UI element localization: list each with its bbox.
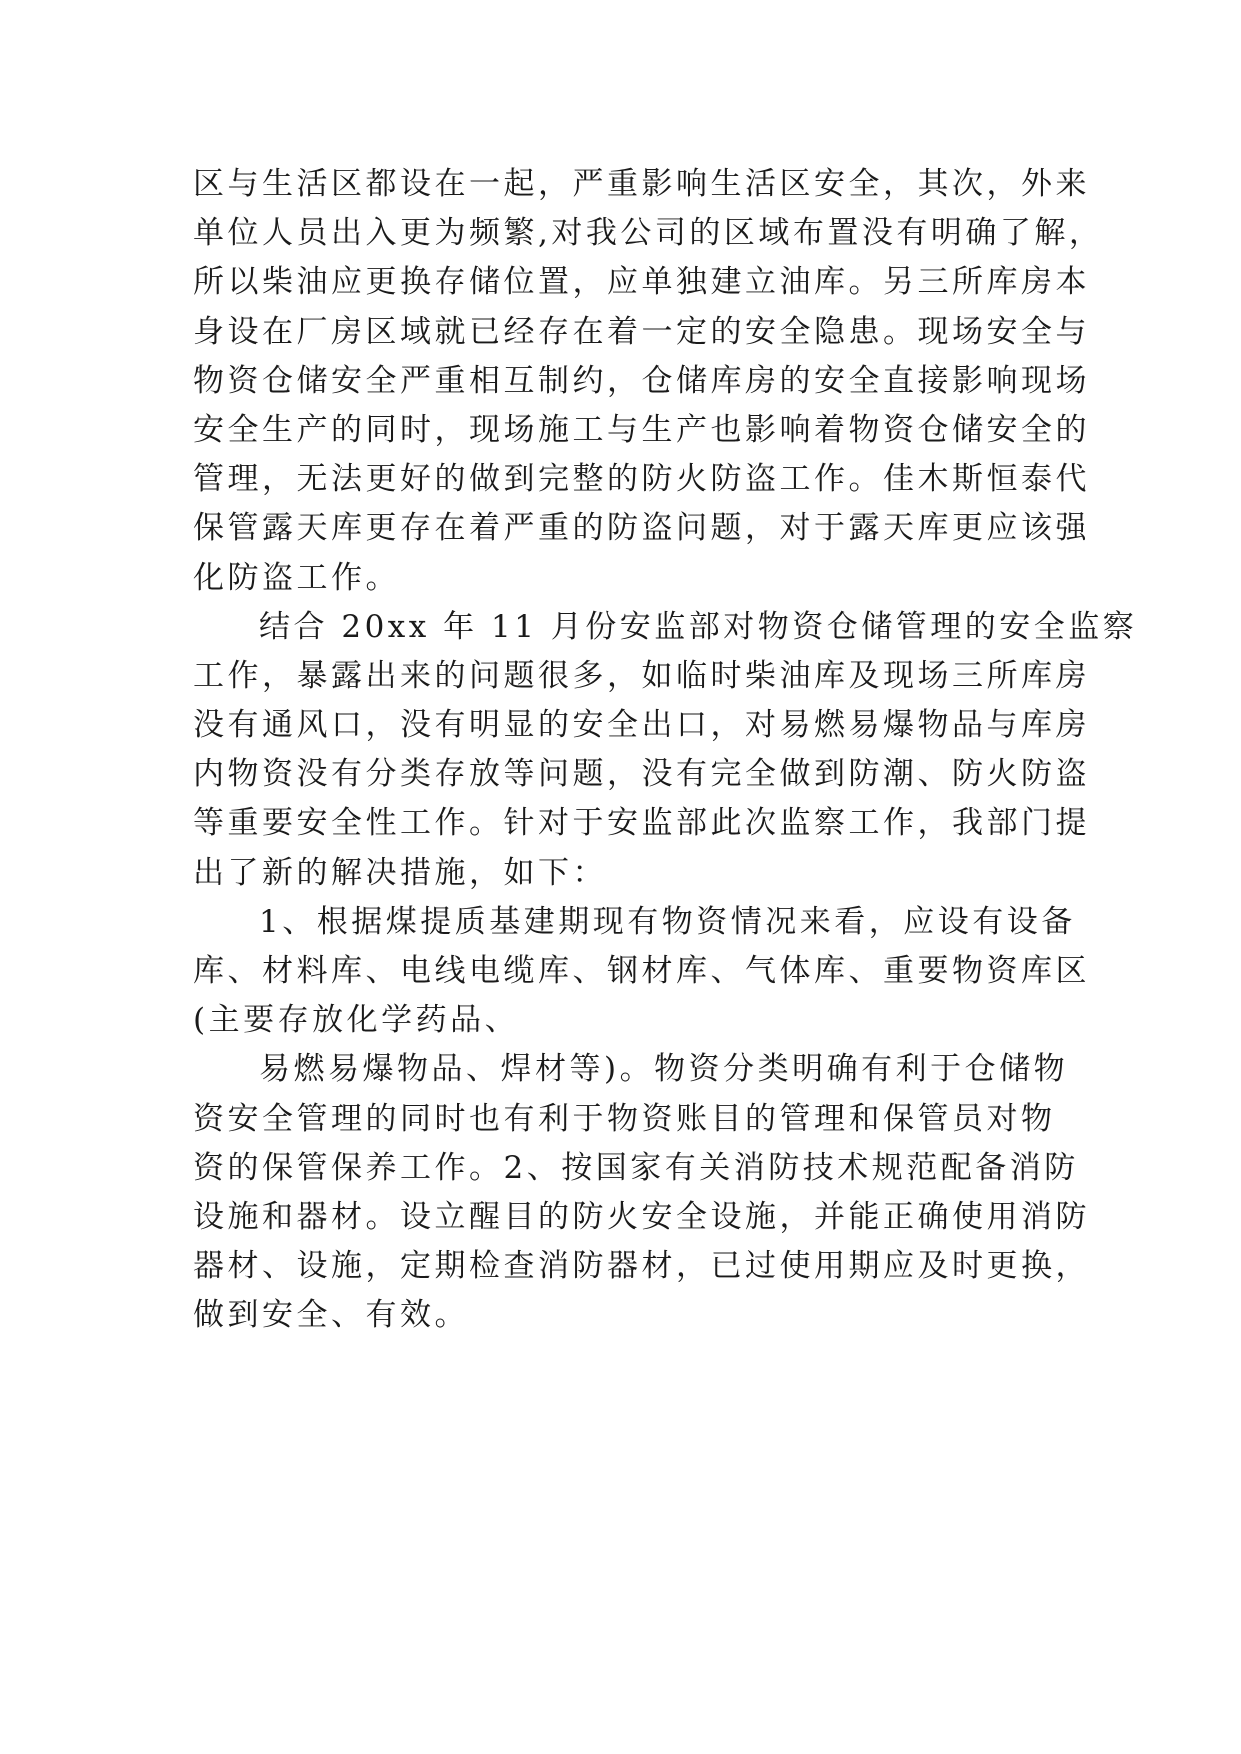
paragraph-first-line: 1、根据煤提质基建期现有物资情况来看，应设有设备 [259,903,1076,940]
text-line: 安全生产的同时，现场施工与生产也影响着物资仓储安全的 [193,411,1090,448]
text-line: 所以柴油应更换存储位置，应单独建立油库。另三所库房本 [193,264,1090,301]
text-line: 资的保管保养工作。2、按国家有关消防技术规范配备消防 [193,1149,1079,1186]
text-line: 身设在厂房区域就已经存在着一定的安全隐患。现场安全与 [193,313,1090,350]
text-line: 没有通风口，没有明显的安全出口，对易燃易爆物品与库房 [193,707,1090,744]
text-line: 管理，无法更好的做到完整的防火防盗工作。佳木斯恒泰代 [193,461,1090,498]
text-line: (主要存放化学药品、 [193,1002,520,1039]
text-line: 区与生活区都设在一起，严重影响生活区安全，其次，外来 [193,166,1090,202]
text-line: 单位人员出入更为频繁,对我公司的区域布置没有明确了解， [193,215,1104,252]
text-line: 器材、设施，定期检查消防器材，已过使用期应及时更换， [193,1248,1090,1285]
text-line: 内物资没有分类存放等问题，没有完全做到防潮、防火防盗 [193,756,1090,793]
text-line: 做到安全、有效。 [193,1297,469,1334]
text-line: 资安全管理的同时也有利于物资账目的管理和保管员对物 [193,1100,1056,1137]
text-line: 保管露天库更存在着严重的防盗问题，对于露天库更应该强 [193,510,1090,547]
body-text [193,160,1138,1341]
text-line: 物资仓储安全严重相互制约，仓储库房的安全直接影响现场 [193,362,1090,399]
text-line: 化防盗工作。 [193,559,400,596]
paragraph-first-line: 结合 20xx 年 11 月份安监部对物资仓储管理的安全监察 [259,608,1138,645]
text-line: 工作，暴露出来的问题很多，如临时柴油库及现场三所库房 [193,657,1090,694]
text-line: 库、材料库、电线电缆库、钢材库、气体库、重要物资库区 [193,953,1090,989]
text-line: 出了新的解决措施，如下： [193,854,607,891]
text-line: 等重要安全性工作。针对于安监部此次监察工作，我部门提 [193,805,1090,842]
paragraph-first-line: 易燃易爆物品、焊材等)。物资分类明确有利于仓储物 [259,1051,1069,1088]
text-line: 设施和器材。设立醒目的防火安全设施，并能正确使用消防 [193,1198,1090,1235]
